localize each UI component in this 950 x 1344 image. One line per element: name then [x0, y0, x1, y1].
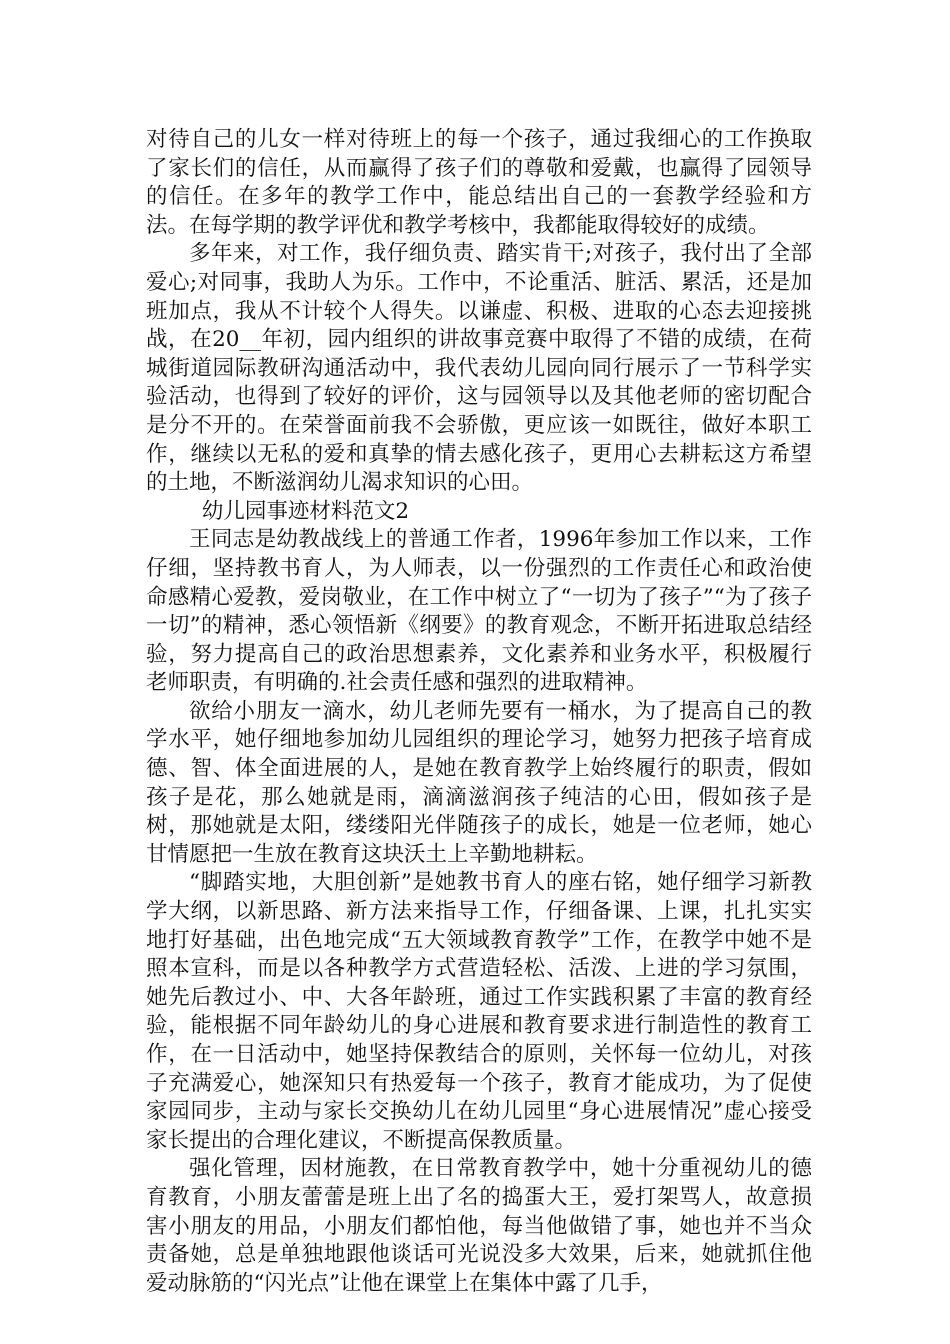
paragraph-continuation: 对待自己的儿女一样对待班上的每一个孩子，通过我细心的工作换取了家长们的信任，从而赢得了孩子们的尊敬和爱戴，也赢得了园领导的信任。在多年的教学工作中，能总结出自己的一套教学经验和方法。在每学期的教学评优和教学考核中，我都能取得较好的成绩。 — [146, 127, 812, 238]
paragraph-management: 强化管理，因材施教，在日常教育教学中，她十分重视幼儿的德育教育，小朋友蕾蕾是班上出了名的捣蛋大王，爱打架骂人，故意损害小朋友的用品，小朋友们都怕他，每当他做错了事，她也并不当众责备她，总是单独地跟他谈话可光说没多大效果，后来，她就抓住他爱动脉筋的“闪光点”让他在课堂上在集体中露了几手， — [146, 1156, 812, 1296]
paragraph-intro-wang: 王同志是幼教战线上的普通工作者，1996年参加工作以来，工作仔细，坚持教书育人，为人师表，以一份强烈的工作责任心和政治使命感精心爱教，爱岗敬业，在工作中树立了“一切为了孩子”“为了孩子一切”的精神，悉心领悟新《纲要》的教育观念，不断开拓进取总结经验，努力提高自己的政治思想素养，文化素养和业务水平，积极履行老师职责，有明确的.社会责任感和强烈的进取精神。 — [146, 527, 812, 696]
paragraph-teaching-level: 欲给小朋友一滴水，幼儿老师先要有一桶水，为了提高自己的教学水平，她仔细地参加幼儿园组织的理论学习，她努力把孩子培育成德、智、体全面进展的人，是她在教育教学上始终履行的职责，假如孩子是花，那么她就是雨，滴滴滋润孩子纯洁的心田，假如孩子是树，那她就是太阳，缕缕阳光伴随孩子的成长，她是一位老师，她心甘情愿把一生放在教育这块沃土上辛勤地耕耘。 — [146, 698, 812, 867]
section-heading: 幼儿园事迹材料范文2 — [201, 498, 410, 524]
document-body — [146, 126, 812, 1298]
paragraph-motto: “脚踏实地，大胆创新”是她教书育人的座右铭，她仔细学习新教学大纲，以新思路、新方法来指导工作，仔细备课、上课，扎扎实实地打好基础，出色地完成“五大领域教育教学”工作，在教学中她不是照本宣科，而是以各种教学方式营造轻松、活泼、上进的学习氛围，她先后教过小、中、大各年龄班，通过工作实践积累了丰富的教育经验，能根据不同年龄幼儿的身心进展和教育要求进行制造性的教育工作，在一日活动中，她坚持保教结合的原则，关怀每一位幼儿，对孩子充满爱心，她深知只有热爱每一个孩子，教育才能成功，为了促使家园同步，主动与家长交换幼儿在幼儿园里“身心进展情况”虚心接受家长提出的合理化建议，不断提高保教质量。 — [146, 870, 812, 1153]
paragraph-work-attitude: 多年来，对工作，我仔细负责、踏实肯干;对孩子，我付出了全部爱心;对同事，我助人为乐。工作中，不论重活、脏活、累活，还是加班加点，我从不计较个人得失。以谦虚、积极、进取的心态去迎接挑战，在20__年初，园内组织的讲故事竞赛中取得了不错的成绩，在荷城街道园际教研沟通活动中，我代表幼儿园向同行展示了一节科学实验活动，也得到了较好的评价，这与园领导以及其他老师的密切配合是分不开的。在荣誉面前我不会骄傲，更应该一如既往，做好本职工作，继续以无私的爱和真挚的情去感化孩子，更用心去耕耘这方希望的土地，不断滋润幼儿渴求知识的心田。 — [146, 241, 812, 496]
